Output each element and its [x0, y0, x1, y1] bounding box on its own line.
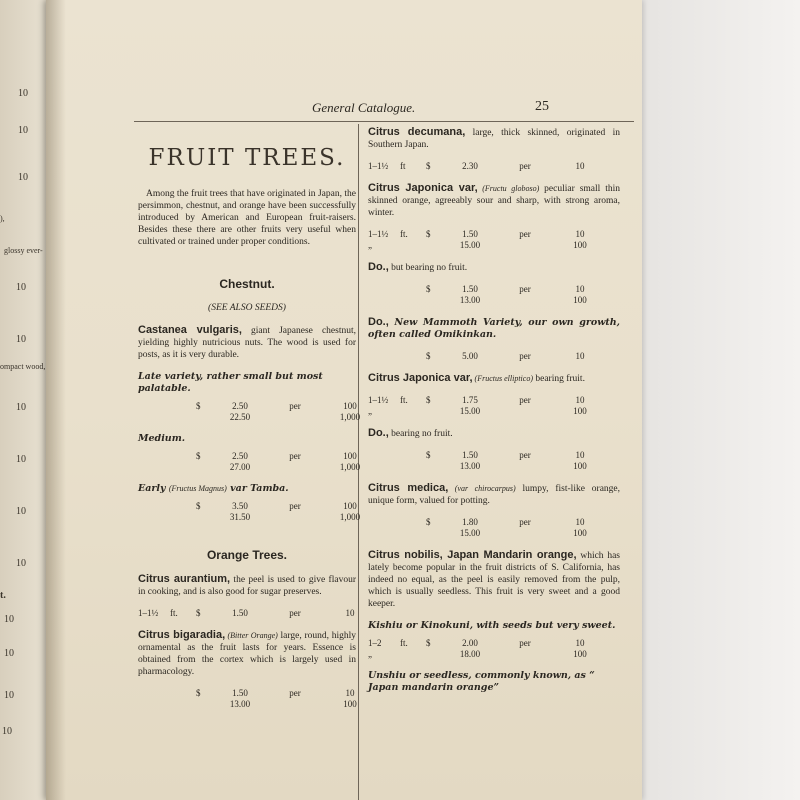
facing-price: 10 — [2, 726, 12, 737]
do-entry: Do., but bearing no fruit. — [368, 261, 468, 273]
facing-fragment: glossy ever- — [4, 246, 43, 255]
variety-label: Late variety, rather small but most palatable. — [138, 371, 323, 394]
medica-entry: Citrus medica, (var chirocarpus) lumpy, fist-like orange, unique form, valued for potting. — [368, 482, 621, 506]
entry-description: the peel is used to give flavour in cooking, and is also good for sugar preserves. — [138, 575, 356, 597]
intro-paragraph: Among the fruit trees that have originated in Japan, the persimmon, chestnut, and orange have been successfully introduced by American and European fruit-raisers. Besides these there are other fruits very useful when cultivated or trained under proper conditions. — [138, 189, 356, 247]
facing-fragment: ), — [0, 214, 5, 223]
facing-fragment: t. — [0, 590, 6, 601]
facing-price: 10 — [4, 648, 14, 659]
facing-price: 10 — [18, 172, 28, 183]
entry-description: large, round, highly ornamental as the fruit lasts for years. Essence is obtained from the cortex which is largely used in pharmacology. — [138, 631, 356, 677]
facing-fragment: ompact wood, — [0, 362, 46, 371]
price-block: $ 2.50 per 100 22.50 1,000 — [196, 401, 361, 422]
see-also-note: (SEE ALSO SEEDS) — [208, 303, 286, 313]
variety-label: Medium. — [138, 433, 186, 444]
entry-name: Citrus bigaradia, — [138, 629, 226, 641]
aurantium-entry — [138, 573, 356, 598]
entry-name: Citrus decumana, — [368, 126, 466, 138]
price-block: $ 1.80 per 10 15.00 100 — [426, 517, 587, 538]
price-block: 1–1½ ft. $ 1.75 per 10 „ 15.00 100 — [368, 395, 587, 416]
price-block: $ 1.50 per 10 13.00 100 — [426, 284, 587, 305]
japonica-elliptico-entry: Citrus Japonica var, (Fructus elliptico) bearing fruit. — [368, 372, 585, 384]
variety-label: Kishiu or Kinokuni, with seeds but very sweet. — [368, 620, 616, 631]
castanea-entry — [138, 324, 356, 361]
price-block: $ 1.50 per 10 13.00 100 — [426, 450, 587, 471]
right-column — [368, 126, 620, 700]
price-block: 1–1½ ft. $ 1.50 per 10 „ 15.00 100 — [368, 229, 587, 250]
do-entry: Do., bearing no fruit. — [368, 427, 453, 439]
entry-name: Citrus aurantium, — [138, 573, 231, 585]
decumana-entry — [368, 126, 620, 151]
page-number: 25 — [535, 99, 549, 114]
facing-price: 10 — [16, 558, 26, 569]
price-block: $ 5.00 per 10 — [426, 351, 585, 361]
facing-price: 10 — [4, 690, 14, 701]
facing-price: 10 — [16, 454, 26, 465]
price-block: $ 2.50 per 100 27.00 1,000 — [196, 451, 361, 472]
catalogue-page — [46, 0, 642, 800]
header-rule — [134, 121, 634, 122]
facing-price: 10 — [16, 402, 26, 413]
nobilis-entry: Citrus nobilis, Japan Mandarin orange, which has lately become popular in the fruit districts of S. California, has indeed no equal, as the peel is easily removed from the pulp, which is usually seedless. This fruit is very sweet and a good keeper. — [368, 549, 620, 609]
facing-price: 10 — [16, 334, 26, 345]
price-block: 1–1½ ft. $ 1.50 per 10 — [138, 608, 355, 618]
entry-description: large, thick skinned, originated in Southern Japan. — [368, 128, 620, 150]
left-column — [138, 126, 361, 720]
entry-name: Citrus Japonica var, — [368, 182, 478, 194]
bigaradia-entry: Citrus bigaradia, (Bitter Orange) large, round, highly ornamental as the fruit lasts for years. Essence is obtained from the cortex which is largely used in pharmacology. — [138, 629, 356, 677]
variety-label: Unshiu or seedless, commonly known, as “ Japan mandarin orange” — [368, 670, 595, 693]
entry-description: giant Japanese chestnut, yielding highly nutricious nuts. The wood is used for posts, as it is very durable. — [138, 326, 356, 360]
entry-name: Castanea vulgaris, — [138, 324, 242, 336]
facing-price: 10 — [16, 506, 26, 517]
price-block: 1–1½ ft $ 2.30 per 10 — [368, 161, 585, 171]
chestnut-heading: Chestnut. — [219, 277, 275, 291]
facing-price: 10 — [18, 125, 28, 136]
price-block: $ 3.50 per 100 31.50 1,000 — [196, 501, 361, 522]
facing-price: 10 — [16, 282, 26, 293]
orange-trees-heading: Orange Trees. — [206, 548, 288, 562]
facing-price: 10 — [18, 88, 28, 99]
price-block: $ 1.50 per 10 13.00 100 — [196, 688, 357, 709]
running-header: General Catalogue. — [312, 100, 416, 115]
section-title: FRUIT TREES. — [148, 145, 346, 171]
facing-price: 10 — [4, 614, 14, 625]
desk-background — [620, 0, 800, 800]
price-block: 1–2 ft. $ 2.00 per 10 „ 18.00 100 — [368, 638, 587, 659]
variety-label: Early (Fructus Magnus) var Tamba. — [138, 483, 289, 494]
do-mammoth-entry: Do., New Mammoth Variety, our own growth, often called Omikinkan. — [368, 316, 620, 340]
entry-description: peculiar small thin skinned orange, agreeably sour and sharp, with strong aroma, winter. — [368, 184, 620, 218]
japonica-globosa-entry: Citrus Japonica var, (Fructu globoso) peculiar small thin skinned orange, agreeably sour and sharp, with strong aroma, winter. — [368, 182, 620, 218]
